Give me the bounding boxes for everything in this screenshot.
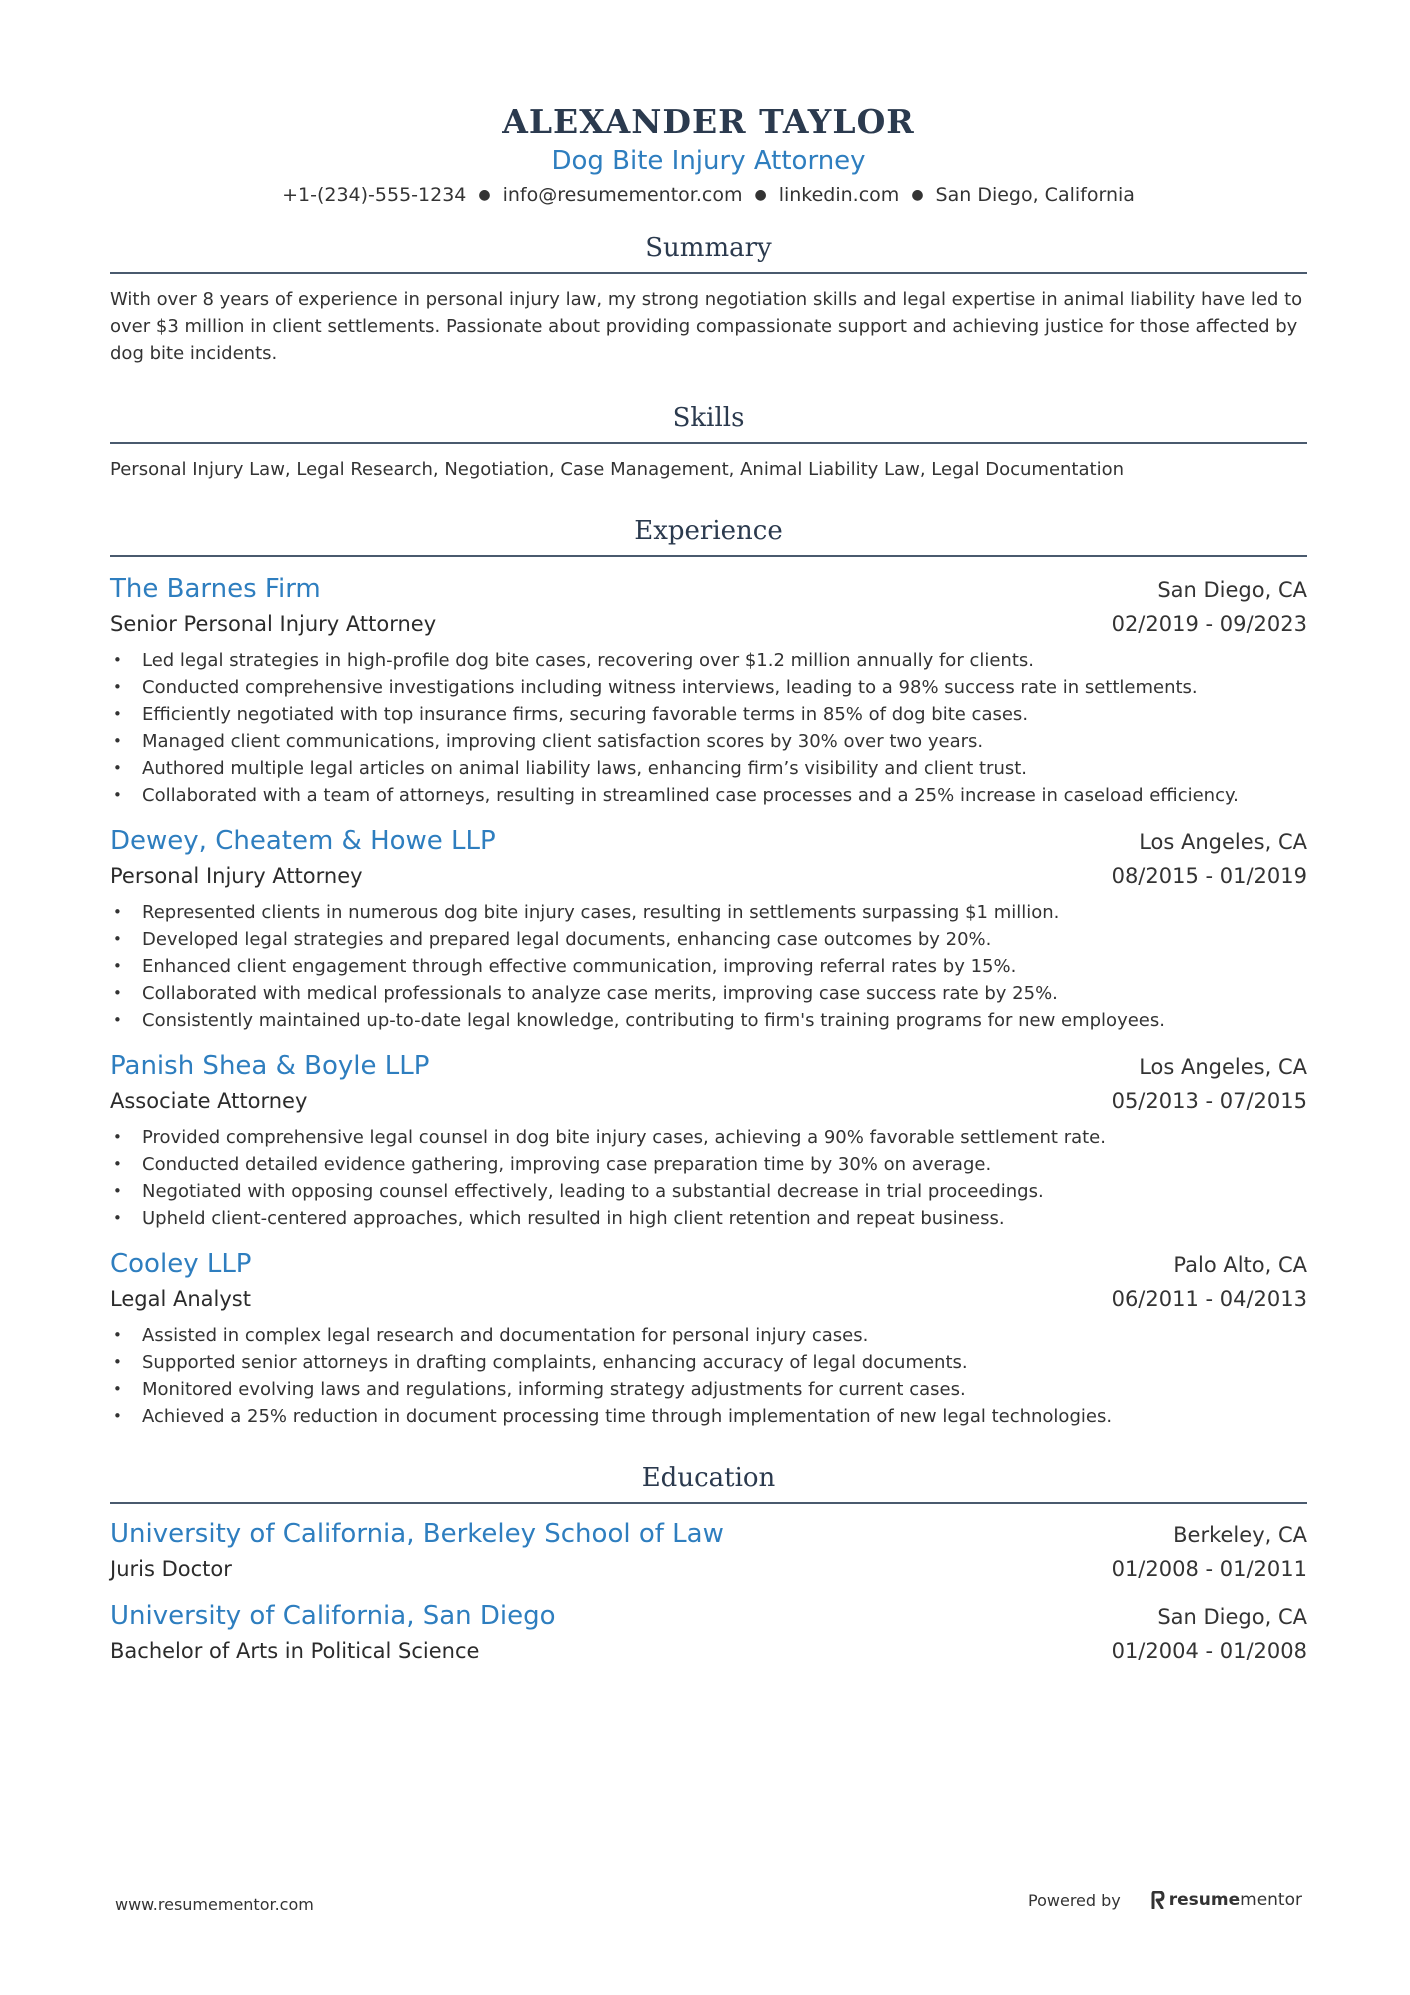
job-bullets [110,1124,1307,1232]
list-item: • Developed legal strategies and prepared legal documents, enhancing case outcomes by 20%. [110,926,1307,953]
list-item: • Assisted in complex legal research and documentation for personal injury cases. [110,1322,1307,1349]
job-dates: 08/2015 - 01/2019 [1111,864,1307,888]
job-bullets [110,647,1307,809]
bullet-separator: ● [478,187,491,203]
school-location: San Diego, CA [1157,1605,1307,1629]
job-dates: 02/2019 - 09/2023 [1111,612,1307,636]
skills-heading: Skills [110,400,1307,444]
company-name: Dewey, Cheatem & Howe LLP [110,826,496,856]
job-location: San Diego, CA [1157,578,1307,602]
summary-text: With over 8 years of experience in personal injury law, my strong negotiation skills and legal expertise in animal liability have led to over $3 million in client settlements. Passionate about providing compassionate support and achieving justice for those affected by dog bite incidents. [110,289,1303,364]
list-item: • Enhanced client engagement through effective communication, improving referral rates by 15%. [110,953,1307,980]
list-item: • Conducted detailed evidence gathering, improving case preparation time by 30% on average. [110,1151,1307,1178]
job-dates: 05/2013 - 07/2015 [1111,1089,1307,1113]
list-item: • Collaborated with a team of attorneys, resulting in streamlined case processes and a 25% increase in caseload efficiency. [110,782,1307,809]
list-item: • Achieved a 25% reduction in document processing time through implementation of new legal technologies. [110,1403,1307,1430]
list-item: • Provided comprehensive legal counsel in dog bite injury cases, achieving a 90% favorable settlement rate. [110,1124,1307,1151]
job-role: Personal Injury Attorney [110,864,363,888]
job-entry [110,571,1307,809]
school-location: Berkeley, CA [1173,1523,1307,1547]
education-entry [110,1516,1307,1586]
list-item: • Conducted comprehensive investigations including witness interviews, leading to a 98% success rate in settlements. [110,674,1307,701]
bullet-separator: ● [911,187,924,203]
job-entry [110,1048,1307,1232]
list-item: • Collaborated with medical professionals to analyze case merits, improving case success rate by 25%. [110,980,1307,1007]
degree: Bachelor of Arts in Political Science [110,1639,480,1663]
linkedin[interactable]: linkedin.com [778,184,900,206]
skills-text: Personal Injury Law, Legal Research, Negotiation, Case Management, Animal Liability Law, Legal Documentation [110,459,1124,480]
list-item: • Efficiently negotiated with top insurance firms, securing favorable terms in 85% of dog bite cases. [110,701,1307,728]
education-heading: Education [110,1460,1307,1504]
bullet-separator: ● [754,187,767,203]
brand-light: mentor [1240,1890,1302,1910]
school-name: University of California, San Diego [110,1601,556,1631]
list-item: • Managed client communications, improving client satisfaction scores by 30% over two years. [110,728,1307,755]
job-location: Los Angeles, CA [1139,830,1307,854]
school-name: University of California, Berkeley School of Law [110,1519,724,1549]
brand-name [1169,1890,1302,1910]
education-dates: 01/2004 - 01/2008 [1111,1639,1307,1663]
candidate-title: Dog Bite Injury Attorney [551,146,866,176]
job-entry [110,823,1307,1034]
powered-by-label: Powered by [1028,1890,1121,1910]
list-item: • Negotiated with opposing counsel effectively, leading to a substantial decrease in trial proceedings. [110,1178,1307,1205]
resumementor-logo-icon [1151,1891,1165,1909]
list-item: • Monitored evolving laws and regulations, informing strategy adjustments for current cases. [110,1376,1307,1403]
job-role: Legal Analyst [110,1287,251,1311]
education-entry [110,1598,1307,1668]
job-dates: 06/2011 - 04/2013 [1111,1287,1307,1311]
list-item: • Upheld client-centered approaches, which resulted in high client retention and repeat business. [110,1205,1307,1232]
list-item: • Led legal strategies in high-profile dog bite cases, recovering over $1.2 million annually for clients. [110,647,1307,674]
experience-heading: Experience [110,513,1307,557]
list-item: • Consistently maintained up-to-date legal knowledge, contributing to firm's training programs for new employees. [110,1007,1307,1034]
brand-bold: resume [1168,1890,1241,1910]
company-name: Panish Shea & Boyle LLP [110,1051,430,1081]
candidate-name: ALEXANDER TAYLOR [502,102,915,141]
phone: +1-(234)-555-1234 [282,184,467,206]
job-bullets [110,899,1307,1034]
education-section [110,1460,1307,1668]
footer-website[interactable]: www.resumementor.com [115,1895,314,1914]
summary-section [110,230,1307,367]
job-entry [110,1246,1307,1430]
job-role: Associate Attorney [110,1089,308,1113]
company-name: The Barnes Firm [110,574,321,604]
job-location: Palo Alto, CA [1173,1253,1307,1277]
education-dates: 01/2008 - 01/2011 [1111,1557,1307,1581]
footer-branding [1028,1890,1302,1910]
summary-heading: Summary [110,230,1307,274]
location: San Diego, California [935,184,1135,206]
list-item: • Represented clients in numerous dog bite injury cases, resulting in settlements surpassing $1 million. [110,899,1307,926]
resume-content [110,100,1307,1668]
degree: Juris Doctor [110,1557,232,1581]
email[interactable]: info@resumementor.com [502,184,743,206]
list-item: • Supported senior attorneys in drafting complaints, enhancing accuracy of legal documents. [110,1349,1307,1376]
skills-section [110,400,1307,483]
experience-section [110,513,1307,1430]
list-item: • Authored multiple legal articles on animal liability laws, enhancing firm’s visibility and client trust. [110,755,1307,782]
company-name: Cooley LLP [110,1249,252,1279]
job-role: Senior Personal Injury Attorney [110,612,437,636]
job-bullets [110,1322,1307,1430]
contact-line [110,180,1307,210]
job-location: Los Angeles, CA [1139,1055,1307,1079]
